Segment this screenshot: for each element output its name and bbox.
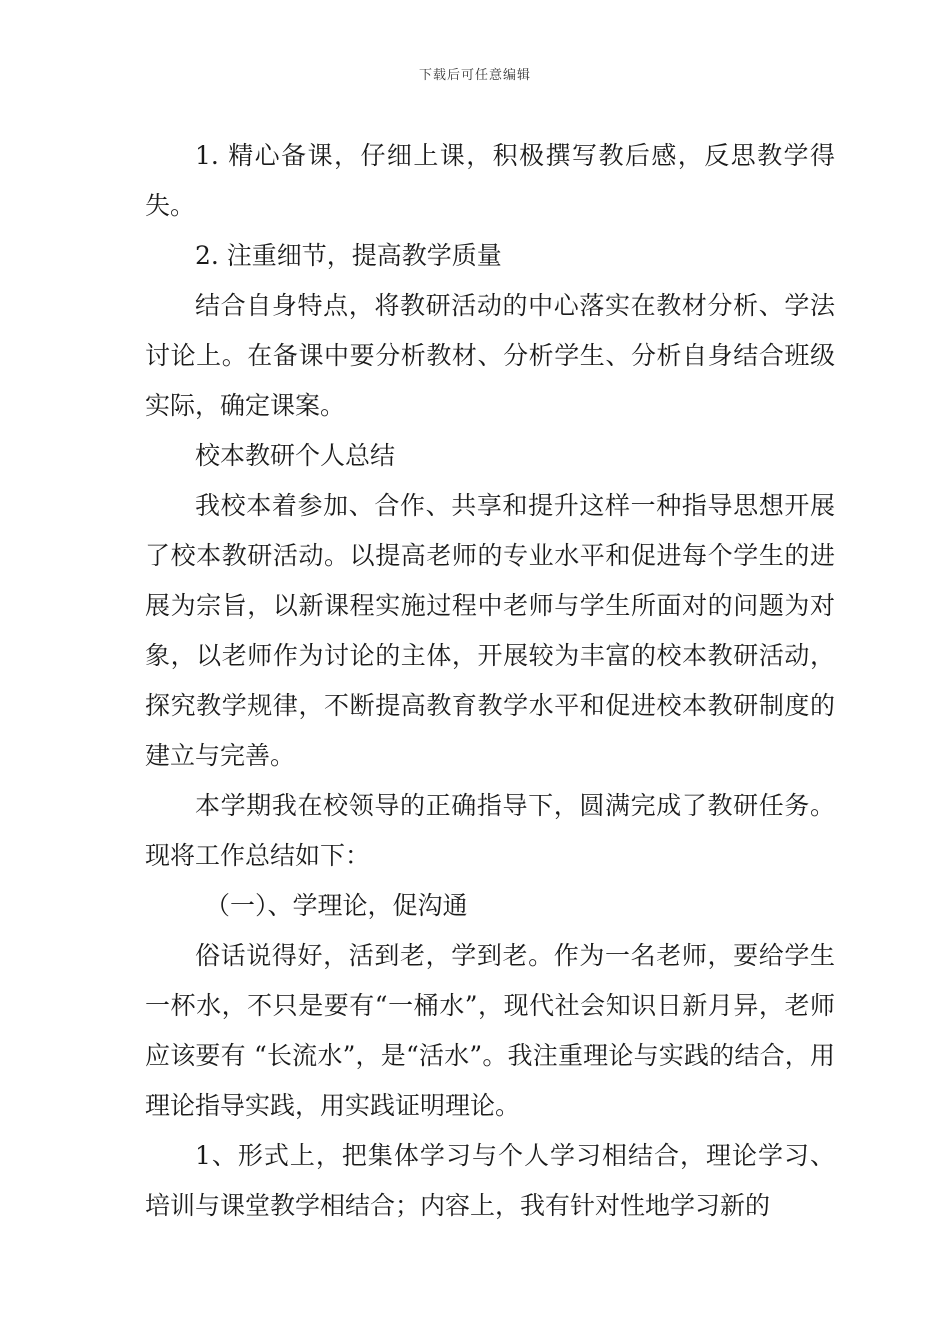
section-heading: 校本教研个人总结 xyxy=(195,441,396,470)
paragraph-body-3: 本学期我在校领导的正确指导下，圆满完成了教研任务。现将工作总结如下： xyxy=(145,791,835,870)
subsection-heading: （一）、学理论，促沟通 xyxy=(205,891,468,920)
paragraph-body-5: 1、形式上，把集体学习与个人学习相结合，理论学习、培训与课堂教学相结合；内容上，我有针对性地学习新的 xyxy=(145,1141,835,1220)
document-body xyxy=(145,131,835,1231)
paragraph-body-4: 俗话说得好，活到老，学到老。作为一名老师，要给学生一杯水，不只是要有“一桶水”，现代社会知识日新月异，老师应该要有 “长流水”，是“活水”。我注重理论与实践的结合，用理论指导实践，用实践证明理论。 xyxy=(145,941,835,1120)
paragraph-body-2: 我校本着参加、合作、共享和提升这样一种指导思想开展了校本教研活动。以提高老师的专业水平和促进每个学生的进展为宗旨，以新课程实施过程中老师与学生所面对的问题为对象，以老师作为讨论的主体，开展较为丰富的校本教研活动，探究教学规律，不断提高教育教学水平和促进校本教研制度的建立与完善。 xyxy=(145,491,835,770)
paragraph-item-2: 2. 注重细节，提高教学质量 xyxy=(195,241,502,270)
header-note: 下载后可任意编辑 xyxy=(418,68,531,83)
paragraph-body-1: 结合自身特点，将教研活动的中心落实在教材分析、学法讨论上。在备课中要分析教材、分析学生、分析自身结合班级实际，确定课案。 xyxy=(145,291,835,420)
paragraph-item-1: 1. 精心备课，仔细上课，积极撰写教后感，反思教学得失。 xyxy=(145,141,835,220)
